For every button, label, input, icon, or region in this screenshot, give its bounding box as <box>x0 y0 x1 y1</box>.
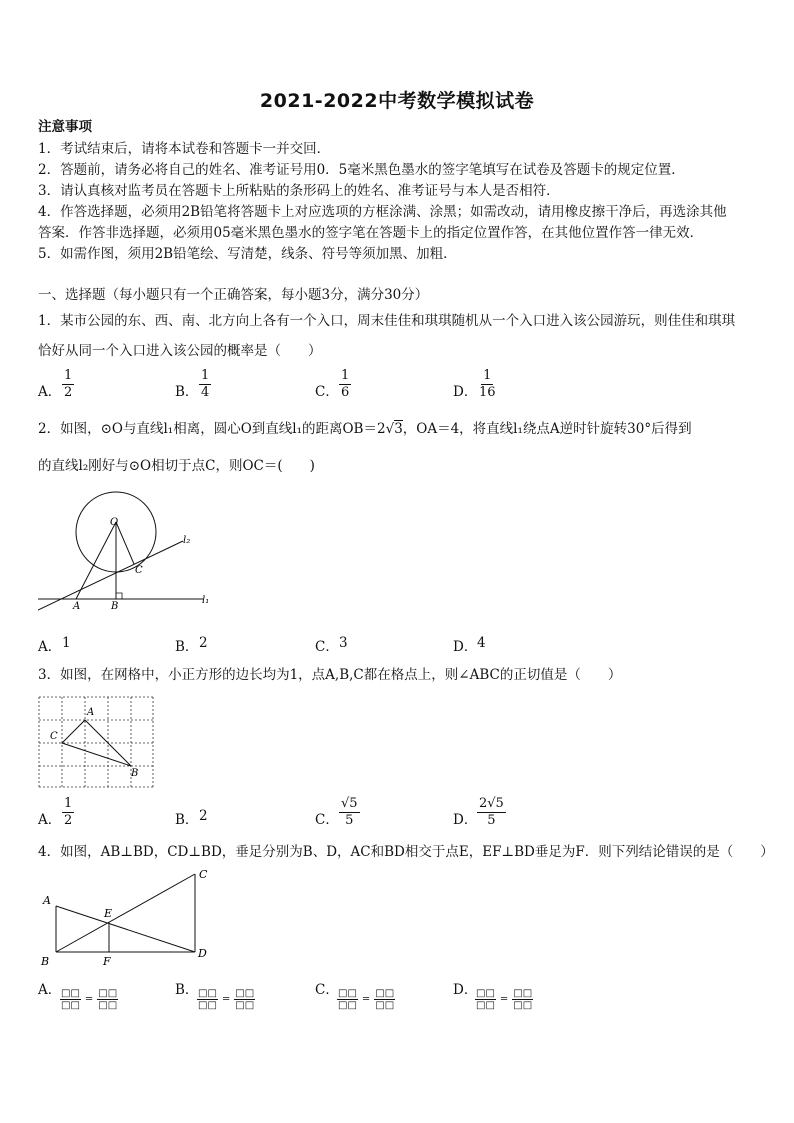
label-c: C <box>199 868 208 881</box>
label-c: C <box>135 565 143 576</box>
label-a: A <box>43 894 51 907</box>
q2-options: A． 1 B． 2 C． 3 D． 4 <box>38 635 486 655</box>
label-e: E <box>104 907 113 920</box>
segment-oc <box>116 522 134 564</box>
notice-item-4: 4．作答选择题，必须用2B铅笔将答题卡上对应选项的方框涂满、涂黑；如需改动，请用橡皮擦干净后，再选涂其他 <box>38 204 727 220</box>
q4-figure <box>38 864 218 968</box>
fraction: $\frac{1}{2}$ <box>64 796 73 828</box>
fraction-equation: □□ □□ = □□ □□ <box>476 988 533 1011</box>
label-l1: l₁ <box>202 595 210 606</box>
notice-item-4-cont: 答案．作答非选择题，必须用05毫米黑色墨水的签字笔在答题卡上的指定位置作答，在其他位置作答一律无效． <box>38 225 704 241</box>
q3-grid-figure <box>38 696 156 790</box>
q2-text-line2: 的直线l₂刚好与⊙O相切于点C，则OC＝( ) <box>38 458 315 474</box>
q1-text-line2: 恰好从同一个入口进入该公园的概率是（ ） <box>38 343 322 359</box>
fraction-equation: □□ □□ = □□ □□ <box>338 988 395 1011</box>
label-o: O <box>110 517 119 528</box>
section-heading: 一、选择题（每小题只有一个正确答案，每小题3分，满分30分） <box>38 287 429 303</box>
fraction: $\frac{√5}{5}$ <box>341 796 358 828</box>
fraction: $\frac{1}{16}$ <box>479 368 496 400</box>
label-d: D <box>198 947 207 960</box>
label-a: A <box>73 601 81 612</box>
notice-item-3: 3．请认真核对监考员在答题卡上所粘贴的条形码上的姓名、准考证号与本人是否相符． <box>38 183 560 199</box>
label-l2: l₂ <box>183 535 191 546</box>
notice-item-5: 5．如需作图，须用2B铅笔绘、写清楚，线条、符号等须加黑、加粗． <box>38 246 457 262</box>
segment-oa <box>76 522 116 599</box>
page-title: 2021-2022中考数学模拟试卷 <box>259 90 535 112</box>
sqrt-radicand: 3 <box>394 421 403 437</box>
right-angle-mark <box>116 593 122 599</box>
line-l2 <box>38 541 183 610</box>
q3-options: A． $\frac{1}{2}$ B． 2 C． $\frac{√5}{5}$ D． $\frac{2√5}{5}$ <box>38 796 504 828</box>
q2-figure <box>38 488 218 618</box>
label-a: A <box>87 707 95 718</box>
sqrt-symbol: √ <box>385 421 395 437</box>
notice-heading: 注意事项 <box>38 119 92 135</box>
fraction-equation: □□ □□ = □□ □□ <box>198 988 255 1011</box>
fraction: $\frac{1}{4}$ <box>201 368 210 400</box>
q1-text-line1: 1．某市公园的东、西、南、北方向上各有一个入口，周末佳佳和琪琪随机从一个入口进入该公园游玩，则佳佳和琪琪 <box>38 313 736 329</box>
notice-item-2: 2．答题前，请务必将自己的姓名、准考证号用0．5毫米黑色墨水的签字笔填写在试卷及答题卡的规定位置． <box>38 162 685 178</box>
q3-text-line1: 3．如图，在网格中，小正方形的边长均为1，点A,B,C都在格点上，则∠ABC的正切值是（ ） <box>38 667 622 683</box>
label-b: B <box>111 601 119 612</box>
label-c: C <box>50 731 58 742</box>
label-b: B <box>131 768 139 779</box>
fraction: $\frac{1}{2}$ <box>64 368 73 400</box>
q4-options: A． □□ □□ = □□ □□ B． □□ □□ = □□ □□ C． □□ □□ = □□ □□ D． □□ □□ = □□ □□ <box>38 982 533 1011</box>
fraction: $\frac{2√5}{5}$ <box>479 796 504 828</box>
fraction-equation: □□ □□ = □□ □□ <box>61 988 118 1011</box>
label-b: B <box>41 955 50 968</box>
q1-options: A． $\frac{1}{2}$ B． $\frac{1}{4}$ C． $\frac{1}{6}$ D． $\frac{1}{16}$ <box>38 368 496 400</box>
label-f: F <box>103 955 111 968</box>
notice-item-1: 1．考试结束后，请将本试卷和答题卡一并交回． <box>38 141 331 157</box>
q4-text-line1: 4．如图，AB⊥BD，CD⊥BD，垂足分别为B、D，AC和BD相交于点E，EF⊥BD垂足为F．则下列结论错误的是（ ） <box>38 844 774 860</box>
fraction: $\frac{1}{6}$ <box>341 368 350 400</box>
q2-text-line1: 2．如图，⊙O与直线l₁相离，圆心O到直线l₁的距离OB＝2√3，OA＝4，将直线l₁绕点A逆时针旋转30°后得到 <box>38 421 692 437</box>
